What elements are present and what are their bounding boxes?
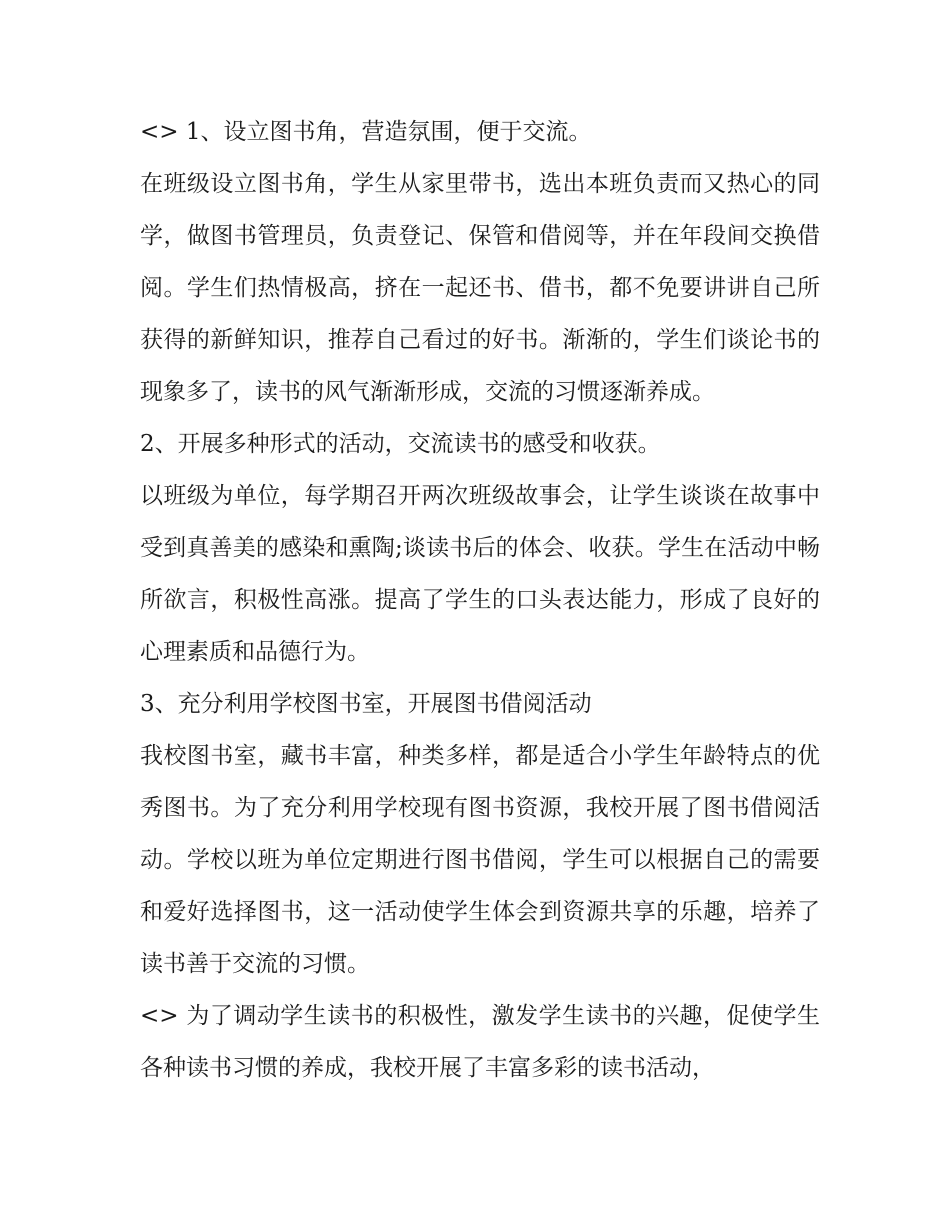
paragraph-reading-activities: <> 为了调动学生读书的积极性，激发学生读书的兴趣，促使学生各种读书习惯的养成，我校开展了丰富多彩的读书活动，: [140, 1003, 820, 1081]
paragraph-story-meetings: 以班级为单位，每学期召开两次班级故事会，让学生谈谈在故事中受到真善美的感染和熏陶;谈读书后的体会、收获。学生在活动中畅所欲言，积极性高涨。提高了学生的口头表达能力，形成了良好的心理素质和品德行为。: [140, 483, 820, 665]
document-body: [140, 106, 820, 1094]
paragraph-book-corner: 在班级设立图书角，学生从家里带书，选出本班负责而又热心的同学，做图书管理员，负责登记、保管和借阅等，并在年段间交换借阅。学生们热情极高，挤在一起还书、借书，都不免要讲讲自己所获得的新鲜知识，推荐自己看过的好书。渐渐的，学生们谈论书的现象多了，读书的风气渐渐形成，交流的习惯逐渐养成。: [140, 171, 820, 405]
section-heading-1: <> 1、设立图书角，营造氛围，便于交流。: [140, 119, 592, 145]
paragraph-library-lending: 我校图书室，藏书丰富，种类多样，都是适合小学生年龄特点的优秀图书。为了充分利用学校现有图书资源，我校开展了图书借阅活动。学校以班为单位定期进行图书借阅，学生可以根据自己的需要和爱好选择图书，这一活动使学生体会到资源共享的乐趣，培养了读书善于交流的习惯。: [140, 743, 820, 977]
section-heading-2: 2、开展多种形式的活动，交流读书的感受和收获。: [140, 431, 661, 457]
section-heading-3: 3、充分利用学校图书室，开展图书借阅活动: [140, 691, 592, 717]
